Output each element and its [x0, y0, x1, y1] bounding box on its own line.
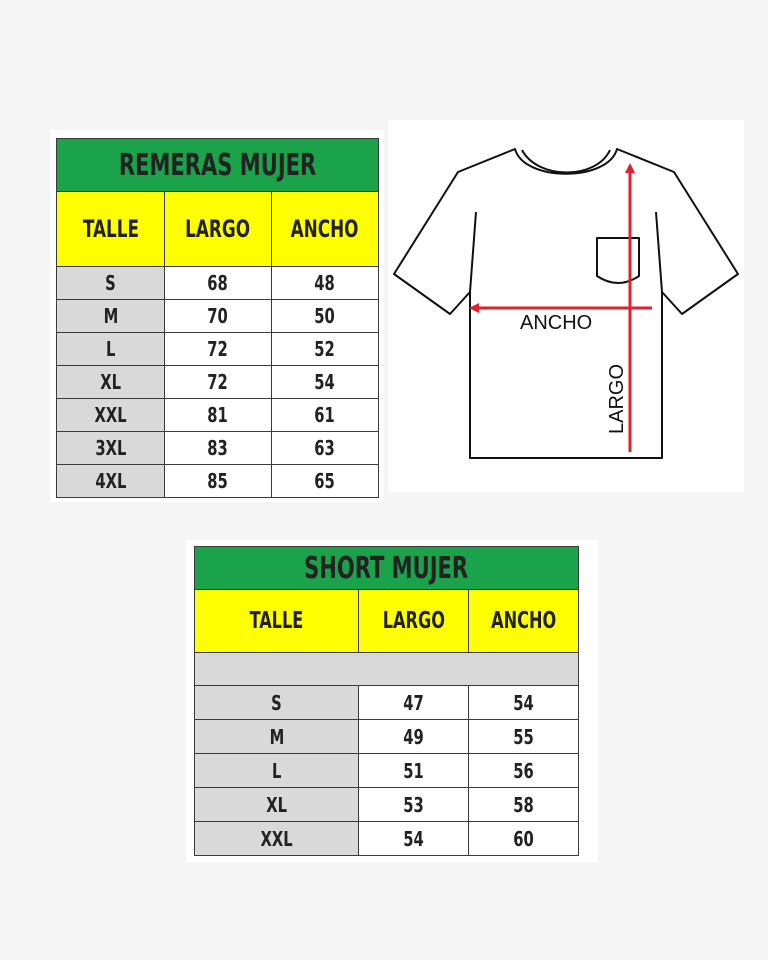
- talle-cell: S: [195, 686, 359, 720]
- remeras-size-table: [56, 138, 379, 498]
- largo-cell: 54: [359, 822, 469, 856]
- ancho-cell: 50: [272, 300, 379, 333]
- tshirt-icon: [394, 149, 738, 458]
- table-row: [195, 822, 579, 856]
- largo-label: LARGO: [606, 363, 628, 434]
- remeras-header-largo: LARGO: [165, 192, 272, 267]
- ancho-cell: 65: [272, 465, 379, 498]
- ancho-cell: 54: [469, 686, 579, 720]
- short-header-ancho: ANCHO: [469, 590, 579, 653]
- ancho-cell: 58: [469, 788, 579, 822]
- table-row: [195, 754, 579, 788]
- largo-cell: 81: [165, 399, 272, 432]
- talle-cell: S: [57, 267, 165, 300]
- table-row: [195, 720, 579, 754]
- largo-cell: 83: [165, 432, 272, 465]
- largo-cell: 72: [165, 333, 272, 366]
- table-row: [57, 399, 379, 432]
- blank-row: [195, 653, 579, 686]
- blank-cell: [195, 653, 579, 686]
- largo-cell: 51: [359, 754, 469, 788]
- ancho-cell: 61: [272, 399, 379, 432]
- ancho-cell: 60: [469, 822, 579, 856]
- talle-cell: 3XL: [57, 432, 165, 465]
- talle-cell: XL: [57, 366, 165, 399]
- talle-cell: M: [57, 300, 165, 333]
- remeras-title: REMERAS MUJER: [57, 139, 379, 192]
- table-row: [57, 432, 379, 465]
- talle-cell: M: [195, 720, 359, 754]
- table-row: [57, 333, 379, 366]
- table-row: [195, 788, 579, 822]
- largo-cell: 70: [165, 300, 272, 333]
- table-row: [57, 366, 379, 399]
- table-row: [57, 300, 379, 333]
- largo-cell: 85: [165, 465, 272, 498]
- talle-cell: 4XL: [57, 465, 165, 498]
- remeras-header-talle: TALLE: [57, 192, 165, 267]
- talle-cell: XXL: [195, 822, 359, 856]
- table-row: [57, 267, 379, 300]
- largo-cell: 53: [359, 788, 469, 822]
- pocket-icon: [597, 238, 639, 283]
- short-size-table: [194, 546, 579, 856]
- short-header-talle: TALLE: [195, 590, 359, 653]
- remeras-header-ancho: ANCHO: [272, 192, 379, 267]
- short-header-largo: LARGO: [359, 590, 469, 653]
- ancho-cell: 52: [272, 333, 379, 366]
- largo-cell: 72: [165, 366, 272, 399]
- ancho-label: ANCHO: [520, 312, 593, 334]
- ancho-cell: 54: [272, 366, 379, 399]
- table-row: [195, 686, 579, 720]
- ancho-cell: 63: [272, 432, 379, 465]
- ancho-cell: 56: [469, 754, 579, 788]
- ancho-cell: 48: [272, 267, 379, 300]
- largo-cell: 68: [165, 267, 272, 300]
- tshirt-measurement-diagram: [390, 122, 742, 490]
- talle-cell: XL: [195, 788, 359, 822]
- largo-cell: 49: [359, 720, 469, 754]
- table-row: [57, 465, 379, 498]
- ancho-cell: 55: [469, 720, 579, 754]
- short-title: SHORT MUJER: [195, 547, 579, 590]
- talle-cell: L: [57, 333, 165, 366]
- talle-cell: L: [195, 754, 359, 788]
- talle-cell: XXL: [57, 399, 165, 432]
- largo-cell: 47: [359, 686, 469, 720]
